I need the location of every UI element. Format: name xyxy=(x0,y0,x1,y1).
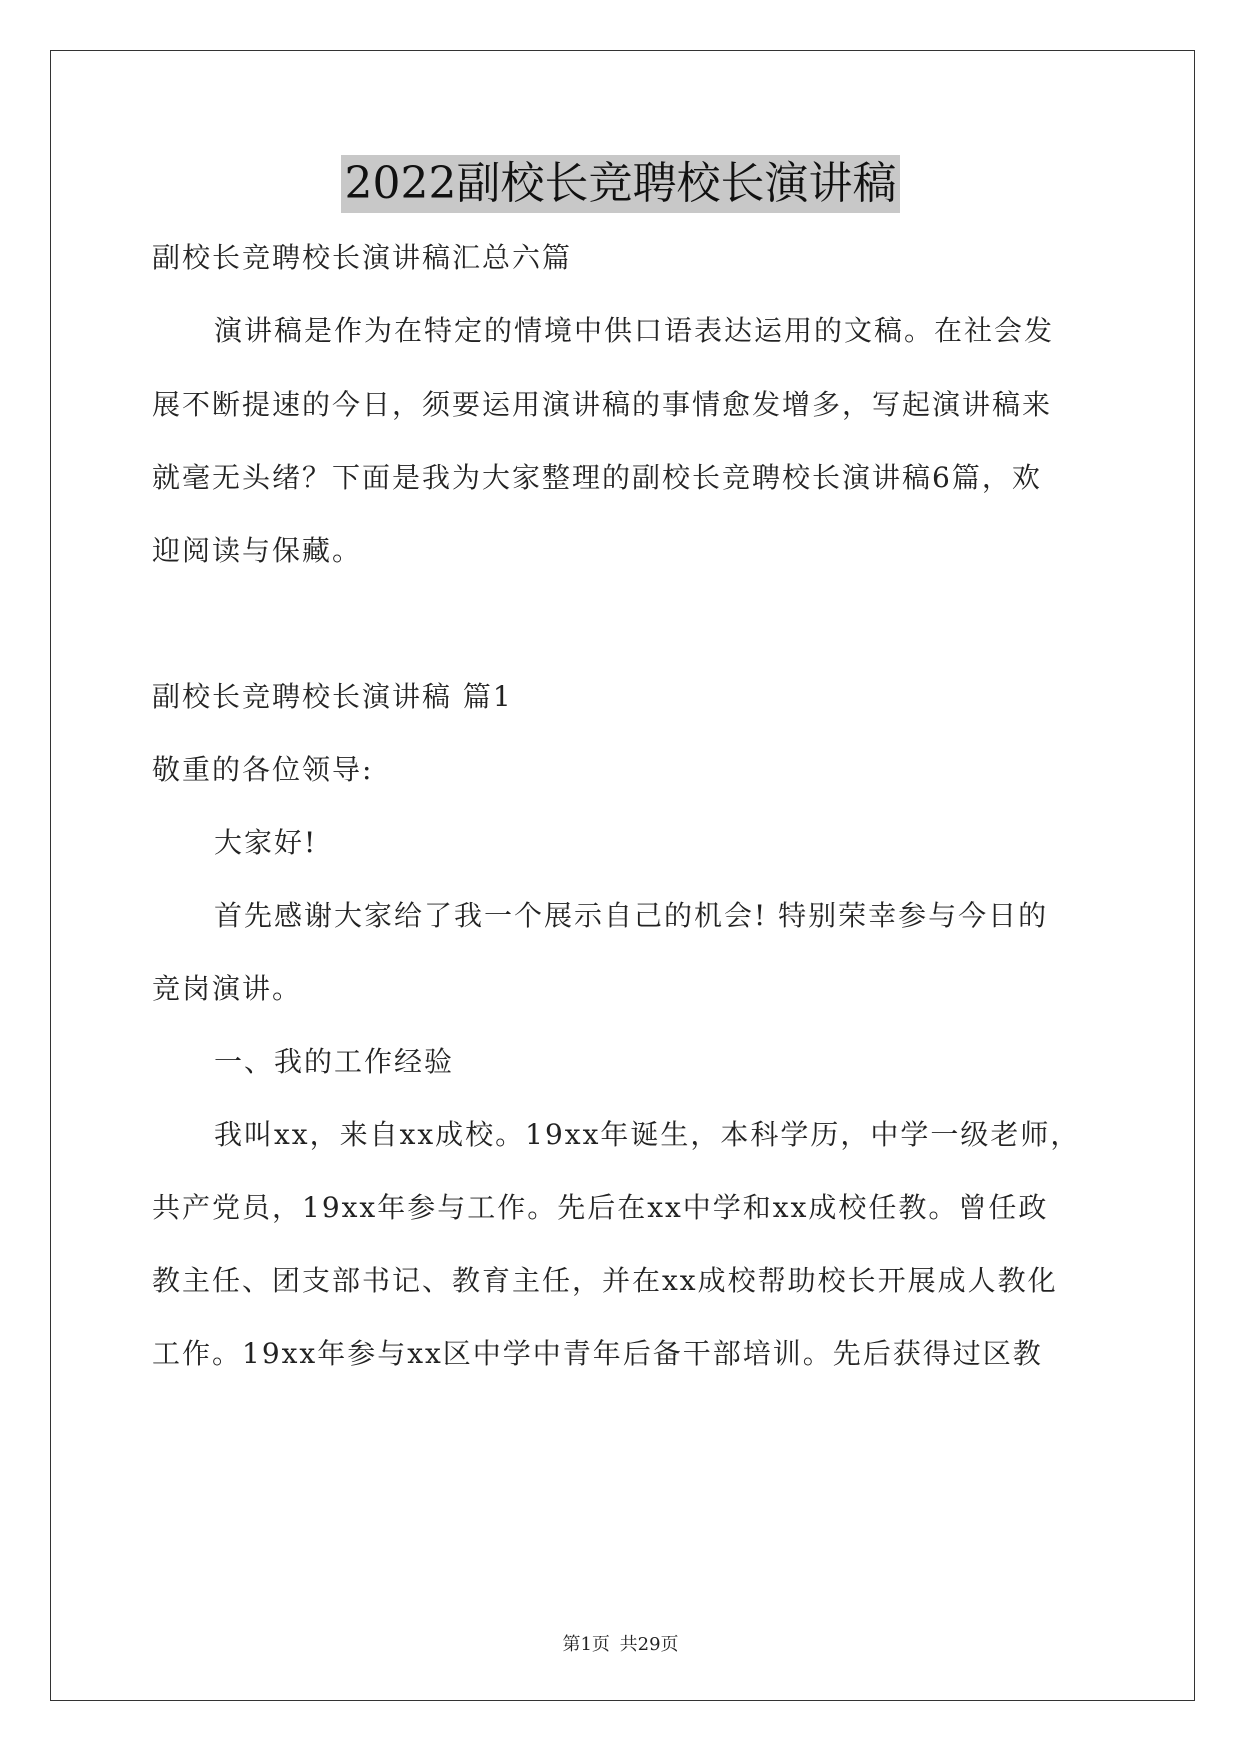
paragraph-line: 展不断提速的今日，须要运用演讲稿的事情愈发增多，写起演讲稿来 xyxy=(152,388,1053,421)
paragraph-line: 首先感谢大家给了我一个展示自己的机会! 特别荣幸参与今日的 xyxy=(214,899,1049,932)
page-total: 共29页 xyxy=(619,1634,679,1655)
paragraph-line: 我叫xx，来自xx成校。19xx年诞生，本科学历，中学一级老师， xyxy=(214,1118,1081,1151)
paragraph-line: 就毫无头绪？下面是我为大家整理的副校长竞聘校长演讲稿6篇，欢 xyxy=(152,461,1042,494)
greeting-line: 大家好! xyxy=(214,826,318,859)
paragraph-line: 教主任、团支部书记、教育主任，并在xx成校帮助校长开展成人教化 xyxy=(152,1264,1058,1297)
subtitle-line: 副校长竞聘校长演讲稿汇总六篇 xyxy=(152,241,573,274)
paragraph-line: 竞岗演讲。 xyxy=(152,972,303,1005)
section-heading: 副校长竞聘校长演讲稿 篇1 xyxy=(152,680,513,713)
salutation-line: 敬重的各位领导: xyxy=(152,753,374,786)
page-footer xyxy=(0,1633,1241,1657)
subsection-heading: 一、我的工作经验 xyxy=(214,1045,455,1078)
paragraph-line: 演讲稿是作为在特定的情境中供口语表达运用的文稿。在社会发 xyxy=(214,314,1055,347)
page-border xyxy=(50,50,1195,1701)
document-title: 2022副校长竞聘校长演讲稿 xyxy=(341,155,901,213)
page-number: 第1页 xyxy=(562,1634,610,1655)
paragraph-line: 迎阅读与保藏。 xyxy=(152,534,363,567)
paragraph-line: 工作。19xx年参与xx区中学中青年后备干部培训。先后获得过区教 xyxy=(152,1337,1043,1370)
title-container xyxy=(0,155,1241,213)
paragraph-line: 共产党员，19xx年参与工作。先后在xx中学和xx成校任教。曾任政 xyxy=(152,1191,1049,1224)
